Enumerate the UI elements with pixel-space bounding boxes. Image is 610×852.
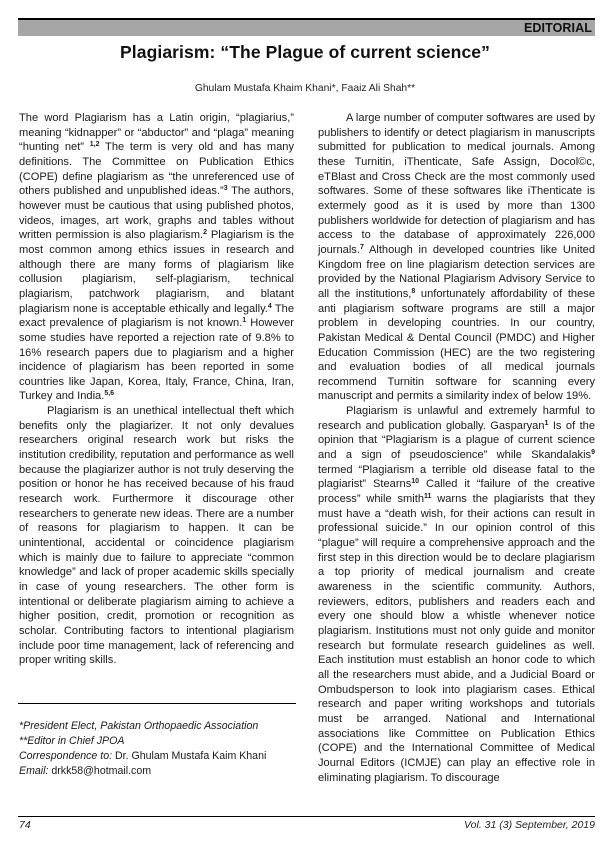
paragraph-unethical-theft: Plagiarism is an unethical intellectual theft which benefits only the plagiarizer. It not only devalues researchers original research work but risks the institution credibility, reputation and performance as well because the plagiarizer author is not truly deserving the position or honor he has received because of his fraud research work. Furthermore it discourage other researchers to generate new ideas. There are a number of reasons for plagiarism to happen. It can be unintentional, accidental or coincidence plagiarism which is mainly due to failure to appreciate “common knowledge” and lack of proper academic skills specially in case of young researchers. The other form is intentional or deliberate plagiarism aiming to achieve a higher position, credit, promotion or recognition as scholar. Contributing factors to intentional plagiarism include poor time management, lack of referencing and proper writing skills. [19,405,294,667]
citation-ref: 5,6 [104,390,115,398]
email-address[interactable]: drkk58@hotmail.com [48,765,152,777]
footnotes [19,719,266,779]
citation-ref: 8 [411,287,416,295]
citation-ref: 9 [591,449,595,457]
affiliation-editor: **Editor in Chief JPOA [19,735,125,747]
left-column [19,111,294,668]
footnote-divider [18,703,296,704]
citation-ref: 4 [267,302,272,310]
text-run: unfortunately affordability of these anti plagiarism software programs are still a major problem in developing countries. In our country, Pakistan Medical & Dental Council (PMDC) and Higher Education Commission (HEC) are the two registering and evaluation bodies of all medical journals recommend Turnitin software for scanning every manuscript and permits a similarity index of below 19%. [318,287,595,403]
citation-ref: 7 [359,243,364,251]
text-run: Is of the opinion that “Plagiarism is a plague of current science and a sign of pseudoscience” while Skandalakis [318,419,595,462]
right-column [318,111,595,785]
citation-ref: 2 [203,229,207,237]
text-run: Plagiarism is unlawful and extremely harmful to research and publication globally. Gasparyan [318,405,595,432]
paragraph-detection-software [318,111,595,404]
text-run: The authors, however must be cautious that using published photos, videos, images, art work, graphs and tables without written permission is also plagiarism. [19,185,294,242]
citation-ref: 3 [223,185,228,193]
text-run: termed “Plagiarism a terrible old disease fatal to the plagiarist” Stearns [318,463,595,491]
text-run: Plagiarism is the most common among ethics issues in research and although there are many forms of plagiarism like collusion plagiarism, self-plagiarism, technical plagiarism, patchwork plagiarism, and blatant plagiarism none is acceptable ethically and legally. [19,229,294,315]
issue-info: Vol. 31 (3) September, 2019 [464,819,595,831]
correspondence-name: Dr. Ghulam Mustafa Kaim Khani [112,750,267,762]
text-run: Called it “failure of the creative process” while smith [318,478,596,506]
section-label: EDITORIAL [523,21,592,35]
email-label: Email: [19,765,49,777]
citation-ref: 1 [544,419,549,427]
text-run: warns the plagiarists that they must have a “death wish, for their actions can result in professional suicide.” In our opinion control of this “plague” will require a comprehensive approach and the first step in this direction would be to declare plagiarism a top priority of medical journalism and create awareness in the scientific community. Authors, reviewers, editors, publishers and readers each and every one should blow a whistle whenever notice plagiarism. Institutions must not only guide and monitor research but formulate research guidelines as well. Each institution must establish an honor code to which all the researchers must abide, and a Judicial Board or Ombudsperson to look into plagiarism cases. Ethical research and paper writing workshops and tutorials must be arranged. National and International associations like Committee on Publication Ethics (COPE) and the International Committee of Medical Journal Editors (ICMJE) can play an effective role in eliminating plagiarism. To discourage [318,493,595,784]
section-header-bar [18,18,595,36]
citation-ref: 11 [424,493,432,501]
text-run: The exact prevalence of plagiarism is not known. [19,302,294,330]
paragraph-intro [19,111,294,404]
page-number: 74 [19,819,31,831]
article-authors: Ghulam Mustafa Khaim Khani*, Faaiz Ali Shah** [194,83,416,94]
footer-divider [18,816,595,817]
text-run: The term is very old and has many definitions. The Committee on Publication Ethics (COPE) define plagiarism as “the unreferenced use of others published and unpublished ideas.” [19,141,295,198]
correspondence-line [19,749,266,764]
text-run: Although in developed countries like United Kingdom free on line plagiarism detection services are provided by the National Plagiarism Advisory Service to all the institutions, [318,243,595,300]
text-run: However some studies have reported a rejection rate of 9.8% to 16% research papers due to plagiarism and a higher incidence of plagiarism has been reported in some countries like Japan, Korea, Italy, France, China, Iran, Turkey and India. [19,317,294,403]
article-title: Plagiarism: “The Plague of current science” [120,42,490,62]
email-line [19,764,266,779]
citation-ref: 10 [411,478,420,486]
text-run: A large number of computer softwares are used by publishers to identify or detect plagiarism in manuscripts submitted for publication to medical journals. Among these Turnitin, iThenticate, Safe Assign, Docol©c, eTBlast and Cross Check are the most commonly used softwares. Some of these softwares like iThenticate is extermely good as it is used by more than 1300 publishers worldwide for detection of plagiarism and has access to the database of approximately 226,000 journals. [318,112,595,256]
citation-ref: 1 [242,317,247,325]
text-run: The word Plagiarism has a Latin origin, “plagiarius,” meaning “kidnapper” or “abductor” and “plaga” meaning “hunting net” [19,112,294,154]
paragraph-unlawful-harmful [318,404,595,785]
correspondence-label: Correspondence to: [19,750,113,762]
citation-ref: 1,2 [89,141,100,149]
affiliation-president: *President Elect, Pakistan Orthopaedic Association [19,720,259,732]
